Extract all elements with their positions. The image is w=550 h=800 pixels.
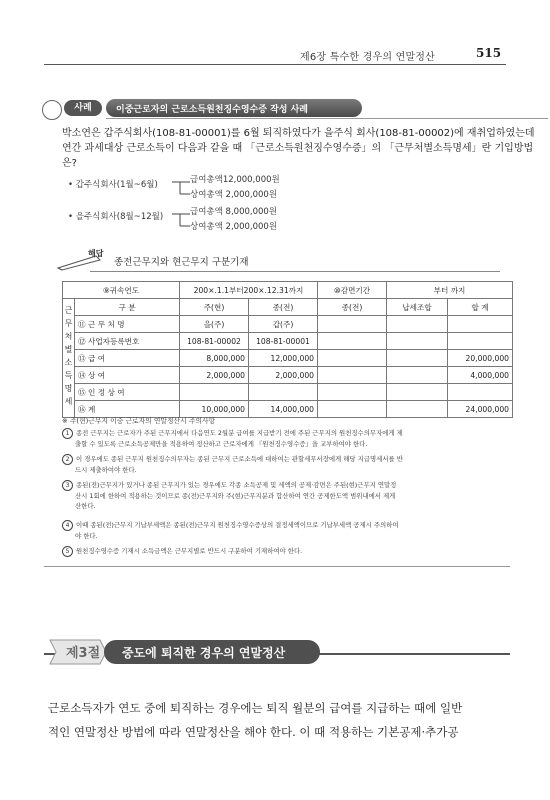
table-header-cell: 주(현) (180, 299, 249, 316)
table-header-cell: 종(전) (318, 299, 387, 316)
bracket-2 (170, 210, 192, 230)
table-header-cell: 구 분 (75, 299, 180, 316)
note-text: 종된(전)근무지가 있거나 종된 근무지가 있는 경우에도 각종 소득공제 및 세액의 공제·감면은 주된(현)근무지 연말정 (76, 481, 397, 489)
table-cell (318, 333, 387, 350)
table-cell (318, 384, 387, 401)
table-cell (387, 367, 448, 384)
row-label: ⑪ 근 무 처 명 (75, 316, 180, 333)
note-text: 원천징수영수증 기재시 소득금액은 근무지별로 반드시 구분하여 기재하여야 한다. (76, 547, 303, 555)
table-cell (387, 316, 448, 333)
table-cell: 108-81-00002 (180, 333, 249, 350)
company-2-name: • 을주식회사(8월~12월) (68, 212, 164, 222)
body-line-1: 근로소득자가 연도 중에 퇴직하는 경우에는 퇴직 월분의 급여를 지급하는 때에 일반 (48, 701, 463, 715)
table-cell (180, 384, 249, 401)
note-number: 3 (62, 480, 73, 491)
table-cell (448, 316, 513, 333)
row-label: ⑯ 계 (75, 401, 180, 418)
intro-line-3: 은? (62, 158, 77, 169)
table-cell: 12,000,000 (249, 350, 318, 367)
table-cell: 24,000,000 (448, 401, 513, 418)
header-rule (44, 64, 506, 65)
note-text: 이 경우에도 종된 근무지 원천징수의무자는 종된 근무지 근로소득에 대하여는 관할세무서장에게 해당 지급명세서를 반 (76, 455, 403, 463)
table-cell: 을(주) (180, 316, 249, 333)
note-text: 산시 1회에 한하여 적용하는 것이므로 종(전)근무지와 주(현)근무지분과 합산하여 연간 공제한도액 범위내에서 제게 (75, 492, 396, 500)
case-icon (42, 100, 62, 120)
company-1-salary: 급여총액12,000,000원 (190, 175, 280, 185)
table-cell: ⑩감면기간 (318, 282, 387, 299)
case-label: 사례 (64, 100, 102, 116)
table-row (63, 401, 513, 418)
case-banner (38, 98, 508, 118)
row-label: ⑮ 인 정 상 여 (75, 384, 180, 401)
note-item (62, 546, 502, 557)
company-1-name: • 갑주식회사(1월~6월) (68, 180, 158, 190)
table-row (63, 367, 513, 384)
table-row (63, 316, 513, 333)
bracket-1 (170, 178, 192, 198)
table-cell (387, 350, 448, 367)
section-title: 중도에 퇴직한 경우의 연말정산 (122, 646, 286, 660)
row-label: ⑭ 상 여 (75, 367, 180, 384)
company-2-bonus: 상여총액 2,000,000원 (190, 222, 278, 232)
table-header-row (63, 299, 513, 316)
table-cell (318, 367, 387, 384)
chapter-title: 제6장 특수한 경우의 연말정산 (300, 52, 436, 63)
notes-title: ※ 주(현)근무지 이중 근로자의 연말정산시 주의사항 (62, 417, 216, 425)
table-cell: 108-81-00001 (249, 333, 318, 350)
table-top-row (63, 282, 513, 299)
table-cell: 갑(주) (249, 316, 318, 333)
table-cell (448, 384, 513, 401)
note-number: 4 (62, 520, 73, 531)
case-rule (106, 118, 548, 119)
note-item (62, 520, 502, 541)
intro-line-1: 박소연은 갑주식회사(108-81-00001)를 6월 퇴직하였다가 을주식 회사(108-81-00002)에 재취업하였는데 (62, 128, 535, 139)
note-text: 야 한다. (75, 532, 98, 540)
note-item (62, 428, 502, 449)
table-cell (318, 401, 387, 418)
table-cell (318, 316, 387, 333)
table-cell: 200×.1.1부터200×.12.31까지 (180, 282, 318, 299)
table-cell: 20,000,000 (448, 350, 513, 367)
table-cell (387, 401, 448, 418)
table-row (63, 384, 513, 401)
table-cell: ⑨귀속연도 (63, 282, 180, 299)
table-header-cell: 납세조합 (387, 299, 448, 316)
note-item (62, 480, 502, 511)
page-number: 515 (476, 46, 502, 60)
answer-rule (90, 271, 500, 272)
row-label: ⑫ 사업자등록번호 (75, 333, 180, 350)
body-line-2: 적인 연말정산 방법에 따라 연말정산을 해야 한다. 이 때 적용하는 기본공제·추가공 (48, 725, 459, 739)
table-cell: 2,000,000 (180, 367, 249, 384)
note-number: 2 (62, 454, 73, 465)
table-cell: 4,000,000 (448, 367, 513, 384)
intro-line-2: 연간 과세대상 근로소득이 다음과 같을 때 「근로소득원천징수영수증」의 「근무처별소득명세」란 기입방법 (62, 143, 534, 154)
note-number: 1 (62, 428, 73, 439)
note-item (62, 454, 502, 475)
row-label: ⑬ 급 여 (75, 350, 180, 367)
table-cell (387, 384, 448, 401)
table-cell: 10,000,000 (180, 401, 249, 418)
company-1-bonus: 상여총액 2,000,000원 (190, 190, 278, 200)
table-cell (318, 350, 387, 367)
answer-label: 해답 (88, 249, 104, 258)
notes-rule (44, 566, 510, 567)
table-cell: 14,000,000 (249, 401, 318, 418)
note-text: 산한다. (75, 502, 96, 510)
table-cell (249, 384, 318, 401)
section-number: 제3절 (66, 646, 101, 661)
table-cell (448, 333, 513, 350)
note-text: 이때 종된(전)근무지 기납부세액은 종된(전)근무지 원천징수영수증상의 결정세액이므로 기납부세액 공제시 주의하여 (76, 521, 399, 529)
income-table (62, 281, 513, 418)
note-number: 5 (62, 546, 73, 557)
case-title: 이중근로자의 근로소득원천징수영수증 작성 사례 (116, 105, 308, 115)
note-text: 출할 수 있도록 근로소득공제만을 적용하여 정산하고 근로자에게 『원천징수영수증』을 교부하여야 한다. (75, 440, 368, 448)
table-header-cell: 합 계 (448, 299, 513, 316)
note-text: 드시 제출하여야 한다. (75, 466, 137, 474)
table-row (63, 333, 513, 350)
note-text: 종전 근무지는 근로자가 주된 근무지에서 다음연도 2월분 급여를 지급받기 전에 주된 근무지의 원천징수의무자에게 제 (76, 429, 403, 437)
table-cell (387, 333, 448, 350)
answer-title: 종전근무지와 현근무지 구분기재 (114, 257, 249, 268)
table-cell: 8,000,000 (180, 350, 249, 367)
side-label: 근무처별소득명세 (64, 306, 73, 410)
company-2-salary: 급여총액 8,000,000원 (190, 207, 278, 217)
table-row (63, 350, 513, 367)
table-cell: 2,000,000 (249, 367, 318, 384)
table-header-cell: 종(전) (249, 299, 318, 316)
table-cell: 부터 까지 (387, 282, 513, 299)
